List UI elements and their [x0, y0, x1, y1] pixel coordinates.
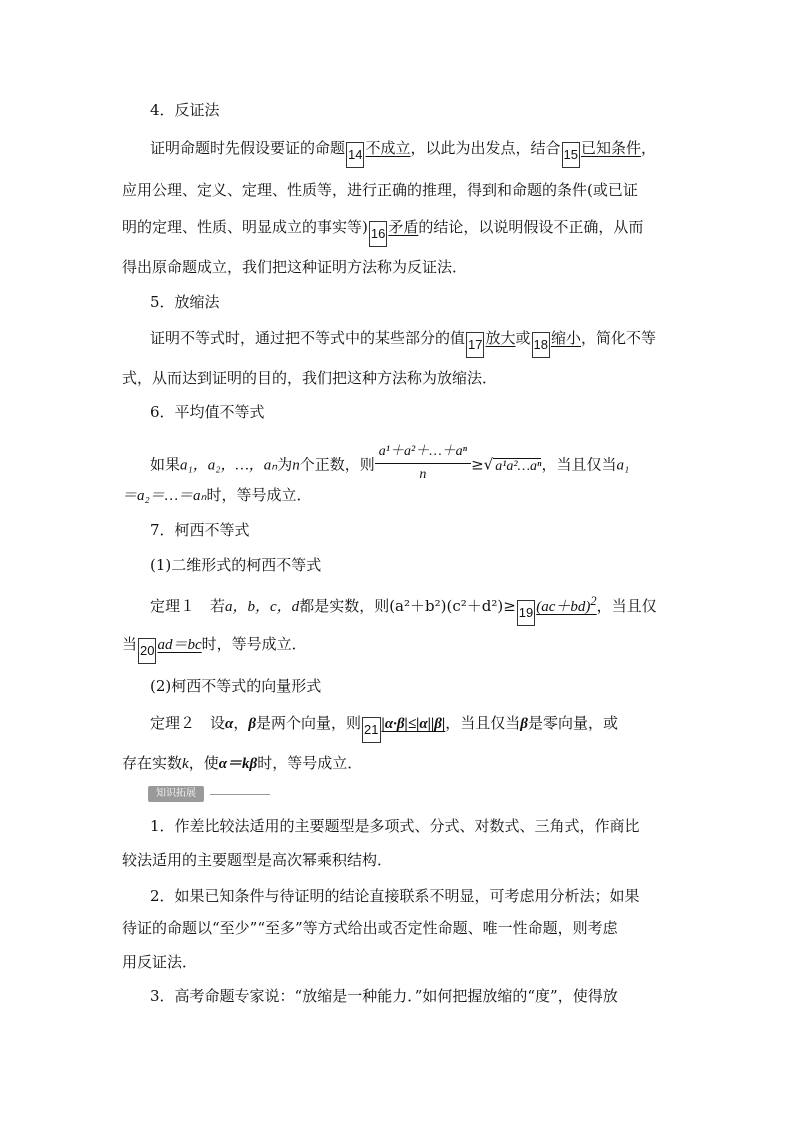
vector-beta: β: [248, 716, 257, 732]
fraction-numerator: a¹＋a²＋…＋aⁿ: [375, 441, 471, 464]
paragraph-line: 3．高考命题专家说：“放缩是一种能力．”如何把握放缩的“度”，使得放: [150, 987, 618, 1005]
text: ，: [233, 714, 249, 732]
answer-text: (ac＋bd): [536, 599, 591, 615]
blank-number-box: 19: [517, 600, 535, 626]
answer-blank: ad＝bc: [157, 637, 202, 653]
section-4-title: 4．反证法: [150, 101, 220, 119]
paragraph-line: 应用公理、定义、定理、性质等，进行正确的推理，得到和命题的条件(或已证: [122, 181, 638, 199]
paragraph-line: 较法适用的主要题型是高次幂乘积结构．: [122, 851, 393, 869]
paragraph-line: 式，从而达到证明的目的，我们把这种方法称为放缩法．: [122, 369, 498, 387]
mean-fraction: [375, 441, 471, 486]
math-variables: a，b，c，d: [225, 599, 300, 615]
text: 为: [277, 455, 293, 474]
math-variable: a₁: [616, 457, 630, 474]
subsection-title: (1)二维形式的柯西不等式: [150, 556, 322, 574]
text: ，: [641, 139, 657, 157]
text: ，当且仅当: [445, 714, 521, 732]
paragraph-line: 待证的命题以“至少”“至多”等方式给出或否定性命题、唯一性命题，则考虑: [122, 919, 618, 937]
section-7-title: 7．柯西不等式: [150, 521, 250, 539]
blank-number-box: 21: [362, 717, 380, 743]
text: ，以此为出发点，结合: [410, 139, 561, 157]
paragraph-line: [150, 328, 794, 358]
section-6-title: 6．平均值不等式: [150, 403, 265, 421]
subsection-title: (2)柯西不等式的向量形式: [150, 677, 322, 695]
text: 是两个向量，则: [256, 714, 362, 732]
paragraph-line: 用反证法．: [122, 953, 198, 971]
paragraph-line: 得出原命题成立，我们把这种证明方法称为反证法．: [122, 258, 468, 276]
text: 当: [122, 635, 138, 653]
text: 时，等号成立．: [201, 635, 307, 653]
knowledge-extension-tag: 知识拓展: [148, 786, 204, 802]
math-variable: k: [182, 756, 189, 772]
paragraph-line: [150, 713, 794, 743]
geq-symbol: ≥: [471, 455, 484, 474]
answer-blank: [536, 594, 597, 615]
vector-alpha: α: [225, 716, 234, 732]
text: 明的定理、性质、明显成立的事实等): [122, 218, 368, 236]
blank-number-box: 15: [562, 142, 580, 168]
blank-number-box: 14: [346, 142, 364, 168]
section-5-title: 5．放缩法: [150, 293, 220, 311]
fraction-denominator: n: [419, 467, 427, 482]
text: ，当且仅当: [541, 455, 617, 474]
math-expression: α＝kβ: [218, 756, 258, 772]
paragraph-line: [122, 634, 794, 664]
text: 定理２ 设: [150, 714, 226, 732]
text: 的结论，以说明假设不正确，从而: [418, 218, 644, 236]
text: 都是实数，则(a²＋b²)(c²＋d²)≥: [299, 597, 516, 615]
answer-blank: 放大: [485, 329, 516, 347]
blank-number-box: 17: [466, 332, 484, 358]
math-sequence: a₁，a₂，…，aₙ: [180, 457, 278, 474]
superscript: 2: [590, 594, 597, 608]
paragraph-line: 2．如果已知条件与待证明的结论直接联系不明显，可考虑用分析法；如果: [150, 887, 640, 905]
answer-blank: 不成立: [365, 139, 411, 157]
answer-blank: 已知条件: [580, 139, 641, 157]
blank-number-box: 20: [138, 638, 156, 664]
text: 定理１ 若: [150, 597, 226, 615]
paragraph-line: [122, 753, 794, 774]
answer-blank: |α·β|≤|α||β|: [381, 716, 446, 732]
text: 时，等号成立．: [206, 486, 312, 504]
text: 如果: [150, 455, 181, 474]
paragraph-line: [122, 485, 794, 506]
vector-beta: β: [520, 716, 528, 732]
paragraph-line: [150, 443, 794, 488]
blank-number-box: 16: [369, 221, 387, 247]
blank-number-box: 18: [532, 332, 550, 358]
paragraph-line: [122, 217, 794, 247]
paragraph-line: [150, 591, 794, 626]
math-variable: n: [292, 457, 300, 474]
text: 证明不等式时，通过把不等式中的某些部分的值: [150, 329, 466, 347]
paragraph-line: 1．作差比较法适用的主要题型是多项式、分式、对数式、三角式，作商比: [150, 817, 640, 835]
answer-blank: 矛盾: [388, 218, 419, 236]
answer-blank: 缩小: [550, 329, 581, 347]
text: 证明命题时先假设要证的命题: [150, 139, 346, 157]
text: 是零向量，或: [527, 714, 618, 732]
text: 存在实数: [122, 754, 183, 772]
text: ，当且仅: [596, 597, 657, 615]
text: 时，等号成立．: [257, 754, 363, 772]
text: ，使: [188, 754, 219, 772]
sqrt-sign: √: [483, 455, 494, 474]
sqrt-radicand: a¹a²…aⁿ: [495, 458, 542, 474]
math-expression: ＝a₂＝…＝aₙ: [122, 488, 207, 504]
text: ，简化不等: [581, 329, 657, 347]
text: 个正数，则: [299, 455, 375, 474]
paragraph-line: [150, 138, 794, 168]
text: 或: [515, 329, 531, 347]
